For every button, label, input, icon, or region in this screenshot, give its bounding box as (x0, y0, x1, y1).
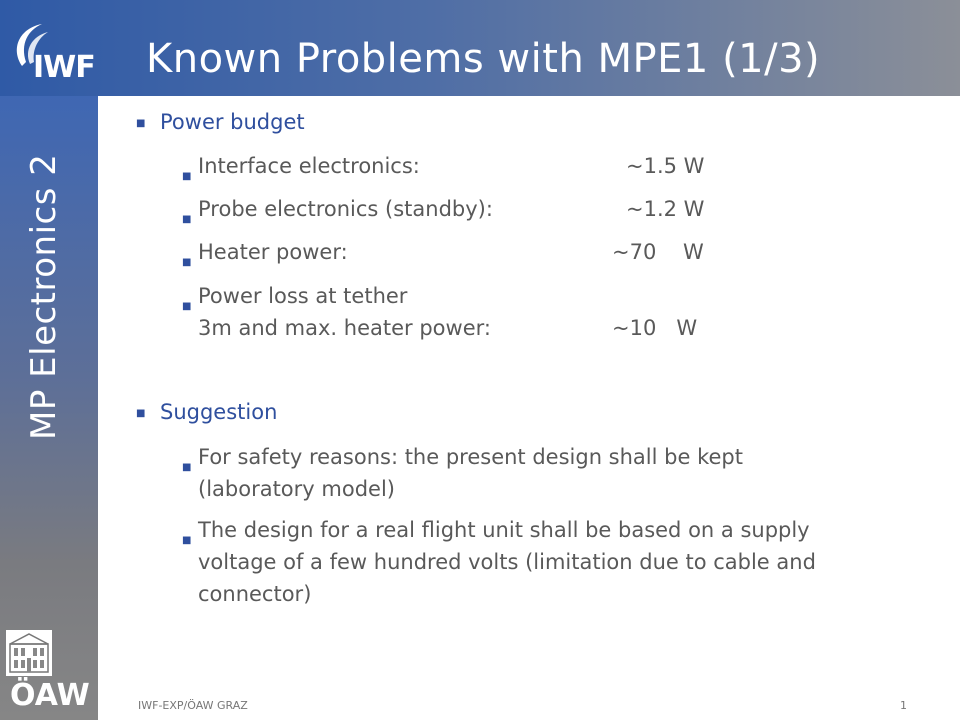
list-item: ■ Power loss at tether 3m and max. heater power: (182, 284, 491, 340)
value-interface-electronics: ~1.5 W (626, 154, 705, 178)
footer-text: IWF-EXP/ÖAW GRAZ (138, 699, 248, 712)
value-probe-electronics: ~1.2 W (626, 197, 705, 221)
list-item: ■ Heater power: (182, 236, 348, 268)
bullet-icon: ■ (182, 462, 192, 473)
bullet-icon: ■ (136, 118, 146, 129)
section-heading-power-budget: ■ Power budget (136, 110, 305, 134)
page-title: Known Problems with MPE1 (1/3) (146, 36, 821, 82)
vertical-section-title: MP Electronics 2 (24, 153, 64, 440)
bullet-icon: ■ (182, 301, 192, 312)
bullet-icon: ■ (182, 535, 192, 546)
list-item: ■ Interface electronics: (182, 150, 420, 182)
bullet-icon: ■ (182, 257, 192, 268)
bullet-icon: ■ (136, 408, 146, 419)
list-item: ■ For safety reasons: the present design shall be kept (laboratory model) (182, 445, 743, 501)
list-item: ■ The design for a real flight unit shall be based on a supply voltage of a few hundred volts (limitation due to cable and connector) (182, 518, 816, 606)
value-power-loss: ~10 W (612, 316, 698, 340)
oaw-logo-text: ÖAW (10, 678, 90, 713)
section-heading-suggestion: ■ Suggestion (136, 400, 278, 424)
bullet-icon: ■ (182, 214, 192, 225)
value-heater-power: ~70 W (612, 240, 704, 264)
logo-text: IWF (33, 50, 95, 85)
bullet-icon: ■ (182, 171, 192, 182)
page-number: 1 (900, 699, 907, 712)
list-item: ■ Probe electronics (standby): (182, 193, 493, 225)
